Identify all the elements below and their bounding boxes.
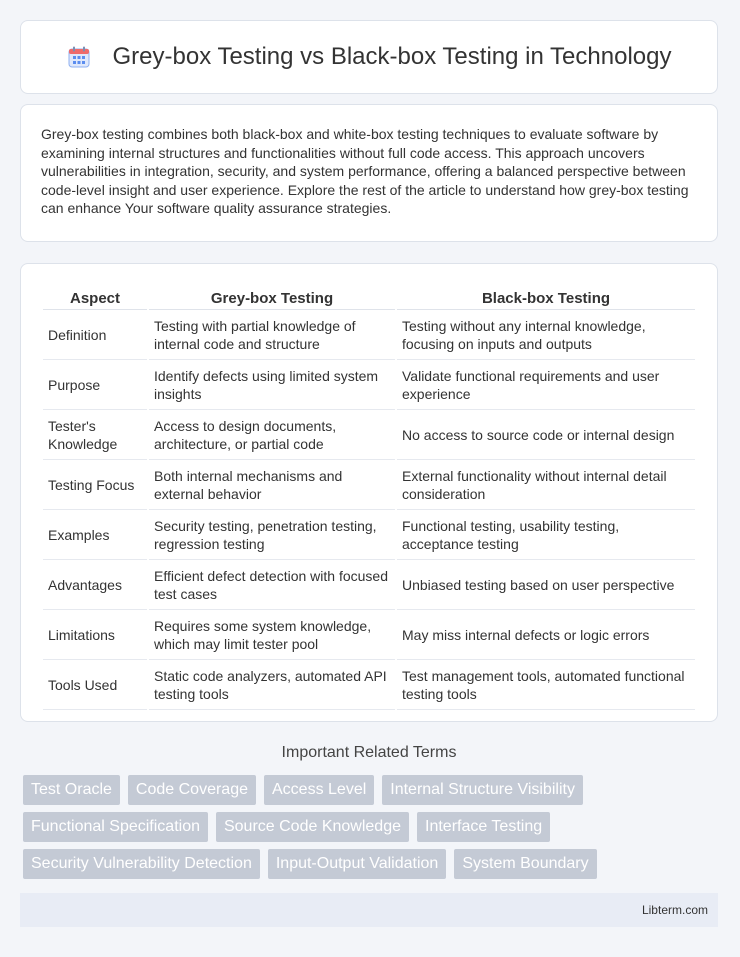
intro-text: Grey-box testing combines both black-box and white-box testing techniques to evaluate software by examining internal structures and functionalities without full code access. This approach uncovers vulnerabilities in integration, security, and system performance, offering a balanced perspective between code-level insight and user experience. Explore the rest of the article to understand how grey-box testing can enhance Your software quality assurance strategies.: [41, 126, 689, 216]
header-card: [20, 20, 718, 94]
related-term-tag[interactable]: Functional Specification: [23, 812, 208, 842]
footer-site-link[interactable]: Libterm.com: [641, 903, 708, 917]
comparison-table: [41, 284, 697, 712]
related-term-tag[interactable]: Internal Structure Visibility: [382, 775, 583, 805]
grey-box-cell: Identify defects using limited system insights: [149, 362, 395, 410]
header-grey-box: Grey-box Testing: [149, 286, 395, 310]
related-terms-title: Important Related Terms: [281, 744, 457, 761]
grey-box-cell: Static code analyzers, automated API testing tools: [149, 662, 395, 710]
table-row: [43, 512, 695, 560]
black-box-cell: May miss internal defects or logic errors: [397, 612, 695, 660]
black-box-cell: Testing without any internal knowledge, focusing on inputs and outputs: [397, 312, 695, 360]
table-row: [43, 412, 695, 460]
aspect-cell: Purpose: [43, 362, 147, 410]
header-aspect: Aspect: [43, 286, 147, 310]
aspect-cell: Advantages: [43, 562, 147, 610]
grey-box-cell: Efficient defect detection with focused test cases: [149, 562, 395, 610]
black-box-cell: External functionality without internal detail consideration: [397, 462, 695, 510]
aspect-cell: Definition: [43, 312, 147, 360]
black-box-cell: Functional testing, usability testing, acceptance testing: [397, 512, 695, 560]
aspect-cell: Testing Focus: [43, 462, 147, 510]
table-row: [43, 612, 695, 660]
black-box-cell: Validate functional requirements and user experience: [397, 362, 695, 410]
grey-box-cell: Access to design documents, architecture, or partial code: [149, 412, 395, 460]
grey-box-cell: Both internal mechanisms and external behavior: [149, 462, 395, 510]
grey-box-cell: Testing with partial knowledge of internal code and structure: [149, 312, 395, 360]
black-box-cell: Test management tools, automated functional testing tools: [397, 662, 695, 710]
table-row: [43, 312, 695, 360]
related-term-tag[interactable]: Input-Output Validation: [268, 849, 446, 879]
footer: [20, 893, 718, 927]
related-term-tag[interactable]: Code Coverage: [128, 775, 256, 805]
related-term-tag[interactable]: Access Level: [264, 775, 374, 805]
aspect-cell: Tester's Knowledge: [43, 412, 147, 460]
black-box-cell: No access to source code or internal design: [397, 412, 695, 460]
aspect-cell: Limitations: [43, 612, 147, 660]
aspect-cell: Examples: [43, 512, 147, 560]
black-box-cell: Unbiased testing based on user perspective: [397, 562, 695, 610]
grey-box-cell: Security testing, penetration testing, regression testing: [149, 512, 395, 560]
page-title: Grey-box Testing vs Black-box Testing in Technology: [112, 43, 672, 70]
related-terms-list: [23, 775, 713, 879]
table-row: [43, 562, 695, 610]
grey-box-cell: Requires some system knowledge, which may limit tester pool: [149, 612, 395, 660]
related-term-tag[interactable]: Test Oracle: [23, 775, 120, 805]
calendar-icon: [67, 45, 91, 69]
header-black-box: Black-box Testing: [397, 286, 695, 310]
table-row: [43, 662, 695, 710]
related-term-tag[interactable]: System Boundary: [454, 849, 596, 879]
table-row: [43, 362, 695, 410]
table-row: [43, 462, 695, 510]
intro-card: [20, 104, 718, 242]
related-term-tag[interactable]: Security Vulnerability Detection: [23, 849, 260, 879]
aspect-cell: Tools Used: [43, 662, 147, 710]
related-term-tag[interactable]: Interface Testing: [417, 812, 550, 842]
table-header-row: [43, 286, 695, 310]
comparison-table-card: [20, 263, 718, 722]
related-term-tag[interactable]: Source Code Knowledge: [216, 812, 409, 842]
